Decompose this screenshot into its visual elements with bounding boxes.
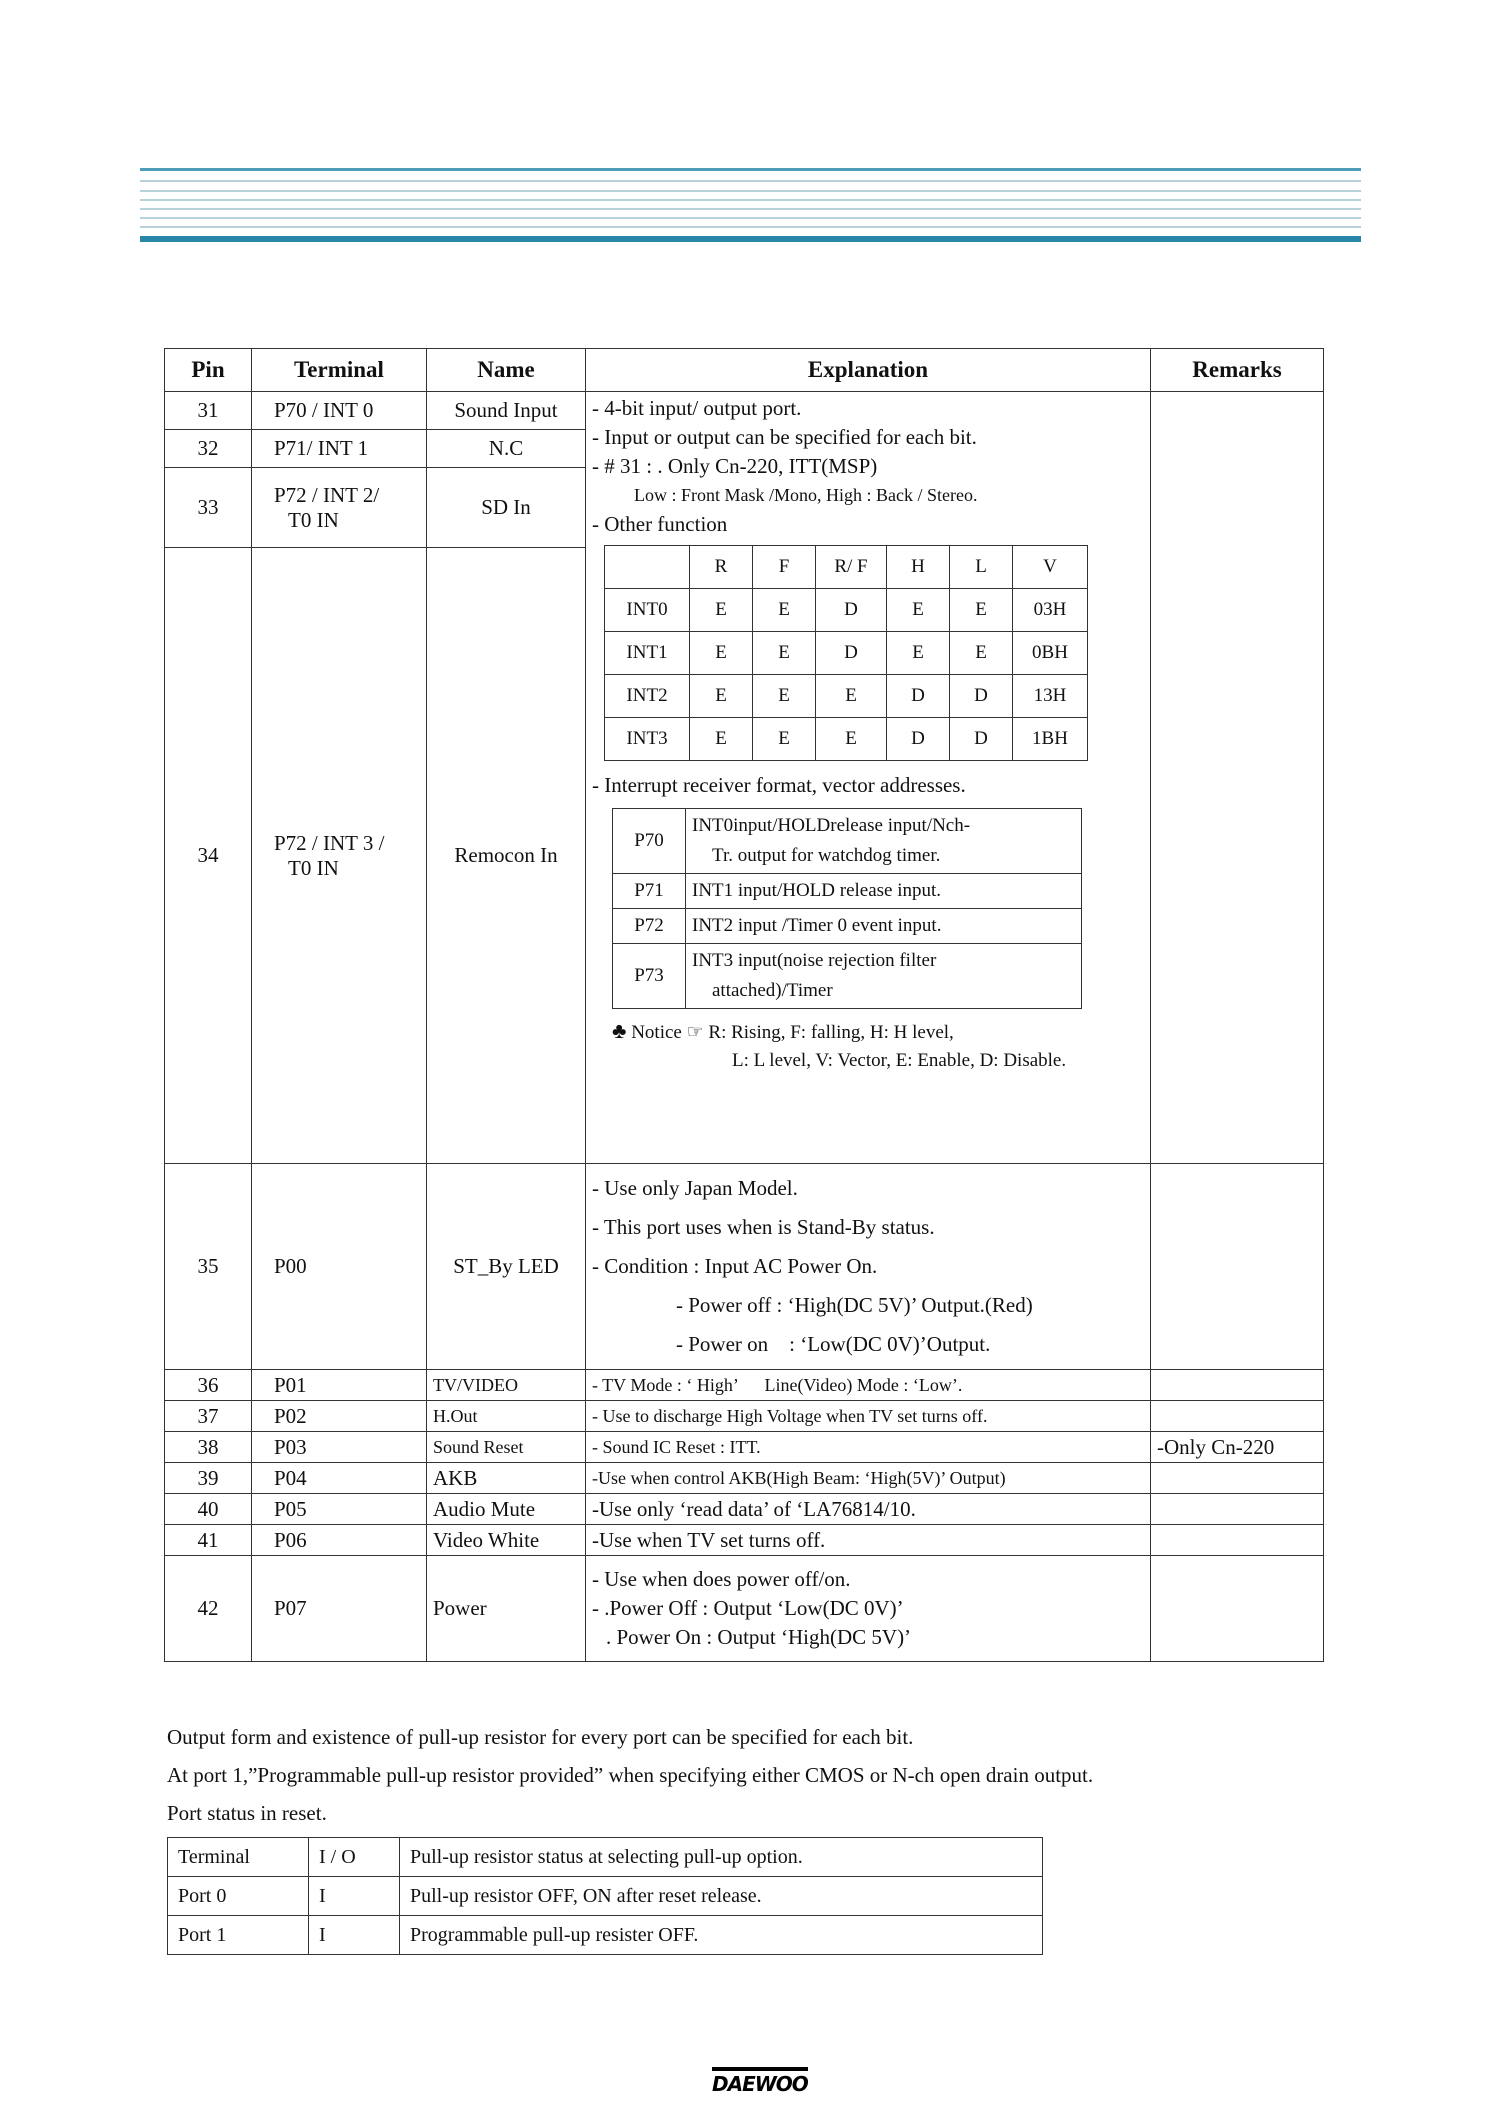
cell: Pull-up resistor status at selecting pull-up option. [400,1838,1043,1877]
terminal-line: T0 IN [288,855,339,880]
notice-line: R: Rising, F: falling, H: H level, [708,1022,954,1043]
cell: E [816,718,887,761]
terminal-line: P72 / INT 3 / [274,830,385,855]
pin-number: 42 [165,1556,252,1662]
explanation: - Use to discharge High Voltage when TV set turns off. [586,1401,1151,1432]
terminal: P02 [252,1401,427,1432]
port-desc [686,809,1082,874]
cell: 13H [1013,675,1088,718]
remarks [1151,1401,1324,1432]
cell: INT0 [605,589,690,632]
port-desc-line: attached)/Timer [712,980,833,1001]
terminal-line: T0 IN [288,507,339,532]
exp-line: - # 31 : . Only Cn-220, ITT(MSP) [592,454,878,478]
pin-name: Power [427,1556,586,1662]
explanation-31-34 [586,392,1151,1164]
terminal: P70 / INT 0 [252,392,427,430]
explanation-42 [586,1556,1151,1662]
terminal [252,548,427,1164]
cell: E [690,718,753,761]
footnote: At port 1,”Programmable pull-up resistor provided” when specifying either CMOS or N-ch open drain output. [167,1763,1094,1787]
table-row [613,909,1082,944]
exp-line: . Power On : Output ‘High(DC 5V)’ [606,1625,912,1649]
cell: 0BH [1013,632,1088,675]
cell: E [690,632,753,675]
explanation: -Use only ‘read data’ of ‘LA76814/10. [586,1494,1151,1525]
cell: E [950,632,1013,675]
explanation-35 [586,1164,1151,1370]
table-row [165,1463,1324,1494]
exp-line: - Other function [592,512,728,536]
cell: R/ F [816,546,887,589]
terminal-line: P72 / INT 2/ [274,482,380,507]
header-pin: Pin [165,349,252,392]
exp-line: Low : Front Mask /Mono, High : Back / Stereo. [634,485,978,505]
exp-line: - Use when does power off/on. [592,1567,851,1591]
pin-table-header [165,349,1324,392]
cell: R [690,546,753,589]
cell: E [753,675,816,718]
pin-name: Audio Mute [427,1494,586,1525]
header-remarks: Remarks [1151,349,1324,392]
remarks-35 [1151,1164,1324,1370]
pin-number: 33 [165,468,252,548]
footnote: Port status in reset. [167,1801,327,1825]
table-row [165,1401,1324,1432]
terminal: P00 [252,1164,427,1370]
port-status-table [167,1837,1043,1955]
remarks [1151,1525,1324,1556]
cell: E [690,589,753,632]
pin-name: Sound Input [427,392,586,430]
pin-number: 35 [165,1164,252,1370]
cell: I [309,1916,400,1955]
table-row [605,718,1088,761]
pin-name: ST_By LED [427,1164,586,1370]
remarks: -Only Cn-220 [1151,1432,1324,1463]
pin-name: Video White [427,1525,586,1556]
remarks-42 [1151,1556,1324,1662]
cell: Pull-up resistor OFF, ON after reset release. [400,1877,1043,1916]
exp-line: - .Power Off : Output ‘Low(DC 0V)’ [592,1596,904,1620]
terminal: P06 [252,1525,427,1556]
table-row [605,675,1088,718]
explanation: - TV Mode : ‘ High’ Line(Video) Mode : ‘Low’. [586,1370,1151,1401]
port-desc-line: INT3 input(noise rejection filter [692,950,937,971]
table-row [165,1370,1324,1401]
cell: 1BH [1013,718,1088,761]
port-desc: INT2 input /Timer 0 event input. [686,909,1082,944]
port-key: P71 [613,874,686,909]
pin-number: 34 [165,548,252,1164]
terminal: P71/ INT 1 [252,430,427,468]
footnote: Output form and existence of pull-up resistor for every port can be specified for each bit. [167,1725,914,1749]
table-row [613,944,1082,1009]
cell: Terminal [168,1838,309,1877]
exp-line: - Use only Japan Model. [592,1176,798,1200]
pin-number: 40 [165,1494,252,1525]
notice-line: L: L level, V: Vector, E: Enable, D: Disable. [732,1050,1067,1071]
cell: D [887,675,950,718]
pin-number: 41 [165,1525,252,1556]
cell: D [816,632,887,675]
cell: E [887,632,950,675]
cell: E [887,589,950,632]
header-rule [140,168,1361,244]
table-row [605,632,1088,675]
explanation: -Use when control AKB(High Beam: ‘High(5V)’ Output) [586,1463,1151,1494]
explanation: -Use when TV set turns off. [586,1525,1151,1556]
club-icon: ♣ [612,1018,627,1043]
pin-number: 31 [165,392,252,430]
table-row [165,1494,1324,1525]
header-terminal: Terminal [252,349,427,392]
cell: Port 0 [168,1877,309,1916]
interrupt-table [604,545,1088,761]
interrupt-table-header [605,546,1088,589]
cell: I [309,1877,400,1916]
cell: E [753,589,816,632]
port-key: P70 [613,809,686,874]
port-key: P73 [613,944,686,1009]
cell: INT2 [605,675,690,718]
cell: E [753,632,816,675]
cell: Programmable pull-up resister OFF. [400,1916,1043,1955]
table-row [613,874,1082,909]
cell: E [753,718,816,761]
cell: D [887,718,950,761]
cell: E [690,675,753,718]
cell: H [887,546,950,589]
interrupt-note: - Interrupt receiver format, vector addresses. [592,773,966,797]
pointing-hand-icon: ☞ [686,1022,704,1043]
daewoo-logo: DAEWOO [712,2072,808,2096]
cell: E [950,589,1013,632]
pin-name: Remocon In [427,548,586,1164]
pin-name: AKB [427,1463,586,1494]
cell: D [950,675,1013,718]
exp-line: - Power off : ‘High(DC 5V)’ Output.(Red) [676,1293,1033,1317]
header-name: Name [427,349,586,392]
cell: Port 1 [168,1916,309,1955]
pin-number: 39 [165,1463,252,1494]
table-row [165,392,1324,430]
notice [592,1017,1144,1075]
header-explanation: Explanation [586,349,1151,392]
table-row [165,1164,1324,1370]
cell: F [753,546,816,589]
cell: L [950,546,1013,589]
pin-number: 38 [165,1432,252,1463]
footnotes [167,1718,1093,1832]
port-desc-line: INT0input/HOLDrelease input/Nch- [692,815,971,836]
table-row [165,1525,1324,1556]
exp-line: - Power on : ‘Low(DC 0V)’Output. [676,1332,991,1356]
pin-name: Sound Reset [427,1432,586,1463]
terminal: P01 [252,1370,427,1401]
pin-name: N.C [427,430,586,468]
port-key: P72 [613,909,686,944]
cell: INT3 [605,718,690,761]
cell: E [816,675,887,718]
terminal: P07 [252,1556,427,1662]
port-function-table [612,808,1082,1009]
exp-line: - 4-bit input/ output port. [592,396,802,420]
pin-number: 37 [165,1401,252,1432]
terminal: P05 [252,1494,427,1525]
port-desc: INT1 input/HOLD release input. [686,874,1082,909]
table-row [605,589,1088,632]
table-row [168,1916,1043,1955]
table-row [165,1432,1324,1463]
cell: 03H [1013,589,1088,632]
explanation: - Sound IC Reset : ITT. [586,1432,1151,1463]
remarks [1151,1370,1324,1401]
pin-number: 32 [165,430,252,468]
port-desc [686,944,1082,1009]
port-desc-line: Tr. output for watchdog timer. [712,845,941,866]
terminal: P04 [252,1463,427,1494]
exp-line: - This port uses when is Stand-By status. [592,1215,935,1239]
remarks [1151,1463,1324,1494]
exp-line: - Input or output can be specified for each bit. [592,425,977,449]
table-row [613,809,1082,874]
cell [605,546,690,589]
table-row [168,1838,1043,1877]
cell: D [816,589,887,632]
cell: INT1 [605,632,690,675]
pin-name: SD In [427,468,586,548]
remarks [1151,1494,1324,1525]
exp-line: - Condition : Input AC Power On. [592,1254,878,1278]
pin-name: H.Out [427,1401,586,1432]
table-row [165,1556,1324,1662]
notice-label: Notice [631,1022,682,1043]
pin-table [164,348,1324,1662]
terminal [252,468,427,548]
terminal: P03 [252,1432,427,1463]
cell: V [1013,546,1088,589]
pin-name: TV/VIDEO [427,1370,586,1401]
table-row [168,1877,1043,1916]
remarks-31-34 [1151,392,1324,1164]
cell: I / O [309,1838,400,1877]
pin-number: 36 [165,1370,252,1401]
cell: D [950,718,1013,761]
